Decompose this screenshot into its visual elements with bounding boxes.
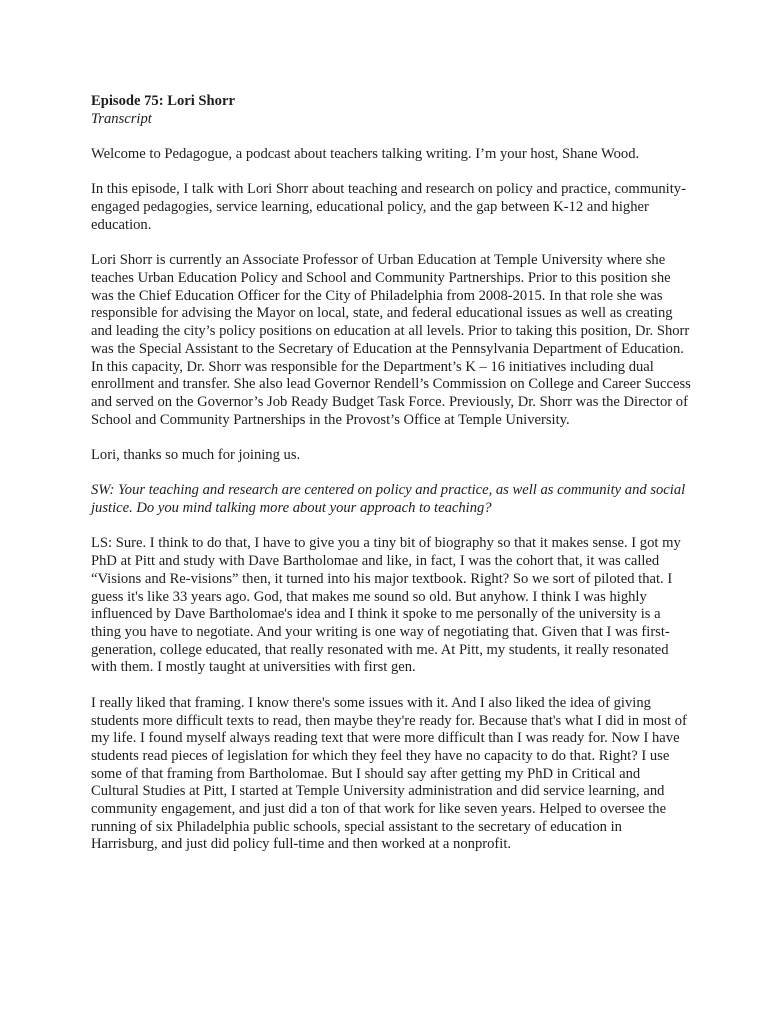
guest-bio-paragraph: Lori Shorr is currently an Associate Professor of Urban Education at Temple University where she teaches Urban Education Policy and School and Community Partnerships. Prior to this position she was the Chief Education Officer for the City of Philadelphia from 2008-2015. In that role she was responsible for advising the Mayor on local, state, and federal educational issues as well as creating and leading the city’s policy positions on education at all levels. Prior to taking this position, Dr. Shorr was the Special Assistant to the Secretary of Education at the Pennsylvania Department of Education. In this capacity, Dr. Shorr was responsible for the Department’s K – 16 initiatives including dual enrollment and transfer. She also lead Governor Rendell’s Commission on College and Career Success and served on the Governor’s Job Ready Budget Task Force. Previously, Dr. Shorr was the Director of School and Community Partnerships in the Provost’s Office at Temple University. (91, 252, 691, 428)
document-subtitle: Transcript (91, 110, 152, 127)
episode-summary-paragraph: In this episode, I talk with Lori Shorr about teaching and research on policy and practice, community-engaged pedagogies, service learning, educational policy, and the gap between K-12 and higher education. (91, 181, 686, 233)
document-body (91, 93, 691, 872)
guest-answer-continued-paragraph: I really liked that framing. I know there's some issues with it. And I also liked the idea of giving students more difficult texts to read, then maybe they're ready for. Because that's what I did in most of my life. I found myself always reading text that were more difficult than I was ready for. Now I have students read pieces of legislation for which they feel they have no capacity to do that. Right? I use some of that framing from Bartholomae. But I should say after getting my PhD in Critical and Cultural Studies at Pitt, I started at Temple University administration and did service learning, and community engagement, and just did a ton of that work for like seven years. Helped to oversee the running of six Philadelphia public schools, special assistant to the secretary of education in Harrisburg, and just did policy full-time and then worked at a nonprofit. (91, 694, 687, 853)
intro-paragraph: Welcome to Pedagogue, a podcast about teachers talking writing. I’m your host, Shane Wood. (91, 146, 640, 163)
guest-answer-paragraph: LS: Sure. I think to do that, I have to give you a tiny bit of biography so that it makes sense. I got my PhD at Pitt and study with Dave Bartholomae and like, in fact, I was the cohort that, it was called “Visions and Re-visions” then, it turned into his major textbook. Right? So we sort of piloted that. I guess it's like 33 years ago. God, that makes me sound so old. But anyhow. I think I was highly influenced by Dave Bartholomae's idea and I think it spoke to me personally of the university is a thing you have to negotiate. And your writing is one way of negotiating that. Given that I was first-generation, college educated, that really resonated with me. At Pitt, my students, it really resonated with them. I mostly taught at universities with first gen. (91, 535, 681, 676)
host-question-paragraph: SW: Your teaching and research are centered on policy and practice, as well as community and social justice. Do you mind talking more about your approach to teaching? (91, 482, 686, 517)
greeting-paragraph: Lori, thanks so much for joining us. (91, 447, 301, 463)
document-title: Episode 75: Lori Shorr (91, 93, 235, 109)
